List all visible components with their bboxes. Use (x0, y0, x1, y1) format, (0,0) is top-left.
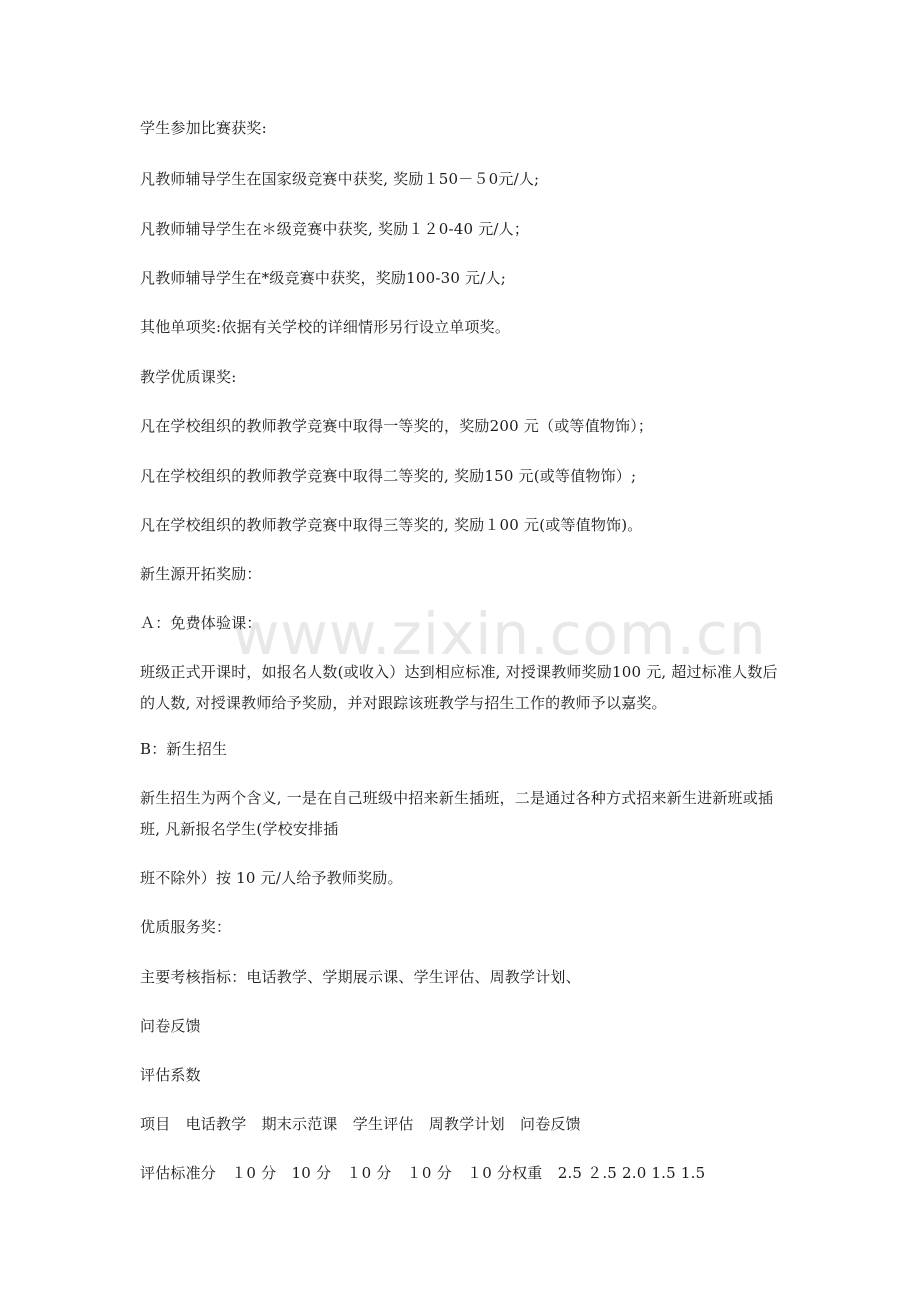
text-level-award-2: 凡教师辅导学生在*级竞赛中获奖，奖励100-30 元/人; (140, 269, 506, 287)
paragraph-trial-class: 班级正式开课时，如报名人数(或收入）达到相应标准, 对授课教师奖励100 元, 超过标准人数后的人数, 对授课教师给予奖励，并对跟踪该班教学与招生工作的教师予以嘉奖。 (140, 663, 778, 712)
watermark: www.zixin.com.cn (232, 600, 767, 668)
heading-new-student-award: 新生源开拓奖励： (140, 565, 262, 583)
text-third-prize: 凡在学校组织的教师教学竞赛中取得三等奖的, 奖励１00 元(或等值物饰)。 (140, 516, 643, 534)
text-questionnaire: 问卷反馈 (140, 1017, 201, 1035)
text-standard-score-row: 评估标准分 １0 分 10 分 １0 分 １0 分 １0 分权重 2.5 ２.5 2.0 1.5 1.5 (140, 1164, 706, 1182)
text-national-award: 凡教师辅导学生在国家级竞赛中获奖, 奖励１50－５0元/人; (140, 170, 540, 188)
paragraph-new-enrollment: 新生招生为两个含义, 一是在自己班级中招来新生插班，二是通过各种方式招来新生进新班或插班, 凡新报名学生(学校安排插 (140, 789, 774, 838)
text-level-award-1: 凡教师辅导学生在＊级竞赛中获奖, 奖励１２0-40 元/人； (140, 220, 530, 238)
heading-competition-award: 学生参加比赛获奖: (140, 119, 267, 137)
heading-free-trial: Ａ：免费体验课： (140, 614, 262, 632)
text-assessment-indicators: 主要考核指标：电话教学、学期展示课、学生评估、周教学计划、 (140, 968, 581, 986)
document-page (140, 0, 790, 1302)
text-other-award: 其他单项奖:依据有关学校的详细情形另行设立单项奖。 (140, 318, 511, 336)
text-first-prize: 凡在学校组织的教师教学竞赛中取得一等奖的，奖励200 元（或等值物饰）； (140, 417, 654, 435)
heading-quality-lesson-award: 教学优质课奖: (140, 368, 237, 386)
heading-evaluation-coefficient: 评估系数 (140, 1066, 201, 1084)
text-second-prize: 凡在学校组织的教师教学竞赛中取得二等奖的, 奖励150 元(或等值物饰）; (140, 467, 637, 485)
text-enrollment-reward: 班不除外）按 10 元/人给予教师奖励。 (140, 869, 403, 887)
heading-new-enrollment: B：新生招生 (140, 740, 228, 758)
text-items-row: 项目 电话教学 期末示范课 学生评估 周教学计划 问卷反馈 (140, 1115, 581, 1133)
heading-service-award: 优质服务奖： (140, 918, 232, 936)
